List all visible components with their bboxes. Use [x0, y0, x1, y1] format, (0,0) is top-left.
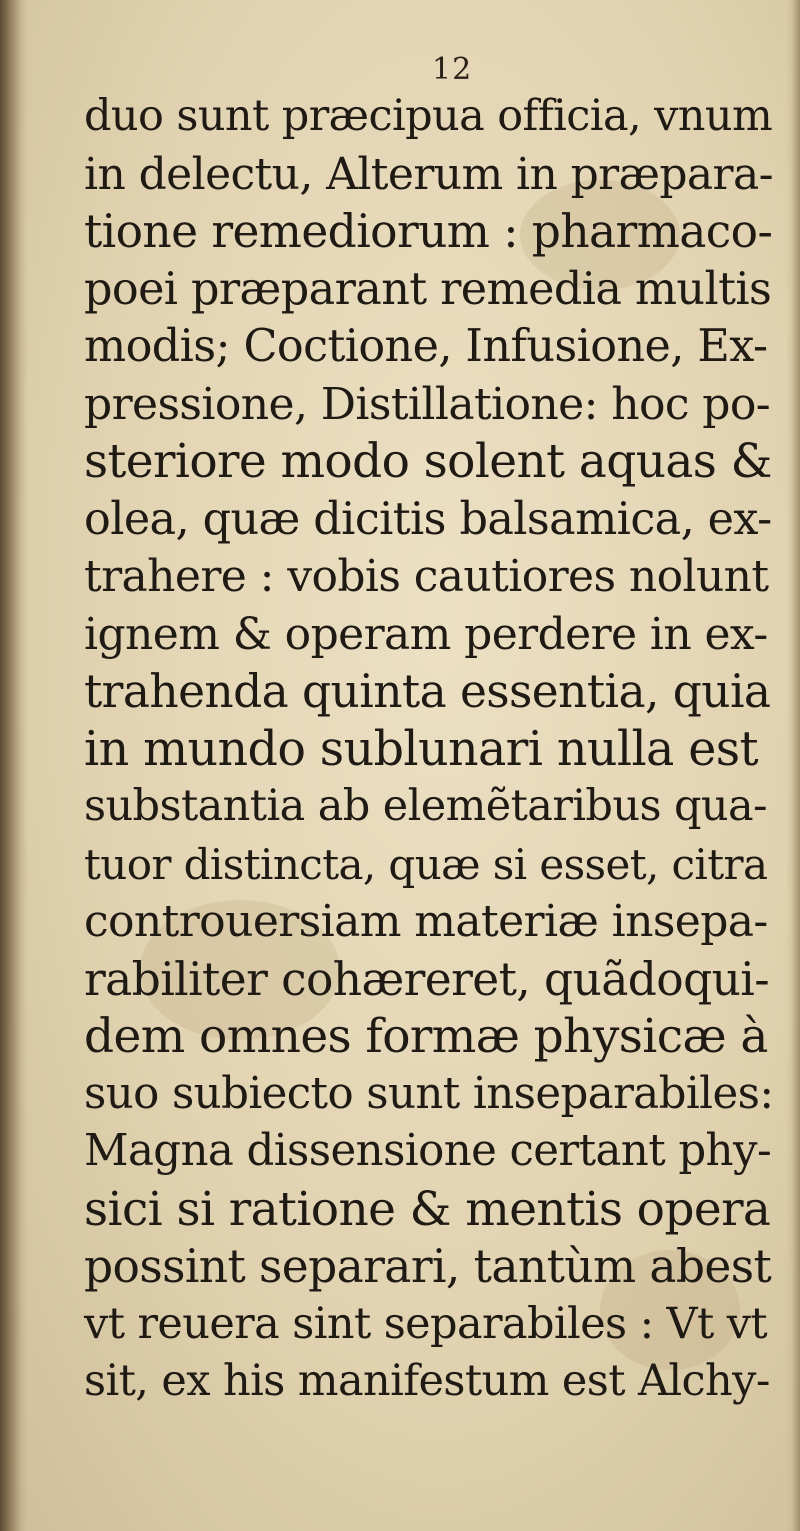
text-line: trahere : vobis cautiores nolunt [84, 551, 769, 602]
text-line: modis; Coctione, Infusione, Ex- [84, 321, 768, 372]
text-line: olea, quæ dicitis balsamica, ex- [84, 493, 772, 545]
text-line: trahenda quinta essentia, quia [84, 665, 771, 718]
text-line: steriore modo solent aquas & [84, 434, 772, 489]
text-line: controuersiam materiæ insepa- [84, 896, 768, 947]
text-line: in mundo sublunari nulla est [84, 721, 759, 777]
text-line: dem omnes formæ physicæ à [84, 1009, 768, 1064]
text-line: sici si ratione & mentis opera [84, 1181, 771, 1237]
text-line: ignem & operam perdere in ex- [84, 608, 768, 660]
text-line: rabiliter cohæreret, quãdoqui- [84, 952, 770, 1006]
text-line: tione remediorum : pharmaco- [84, 205, 773, 258]
text-line: tuor distincta, quæ si esset, citra [84, 839, 768, 889]
page-edge [786, 0, 800, 1531]
text-line: Magna dissensione certant phy- [84, 1126, 772, 1176]
page-number: 12 [432, 52, 473, 87]
text-line: in delectu, Alterum in præpara- [84, 148, 773, 200]
text-line: possint separari, tantùm abest [84, 1240, 772, 1293]
text-line: sit, ex his manifestum est Alchy- [84, 1356, 770, 1406]
binding-shadow [0, 0, 28, 1531]
text-line: poei præparant remedia multis [84, 263, 772, 315]
body-text [84, 88, 774, 1411]
text-line: duo sunt præcipua officia, vnum [84, 91, 773, 141]
text-line: vt reuera sint separabiles : Vt vt [84, 1298, 768, 1349]
text-line: substantia ab elemẽtaribus qua- [84, 781, 767, 831]
text-line: suo subiecto sunt inseparabiles: [84, 1068, 774, 1119]
text-line: pressione, Distillatione: hoc po- [84, 378, 770, 430]
